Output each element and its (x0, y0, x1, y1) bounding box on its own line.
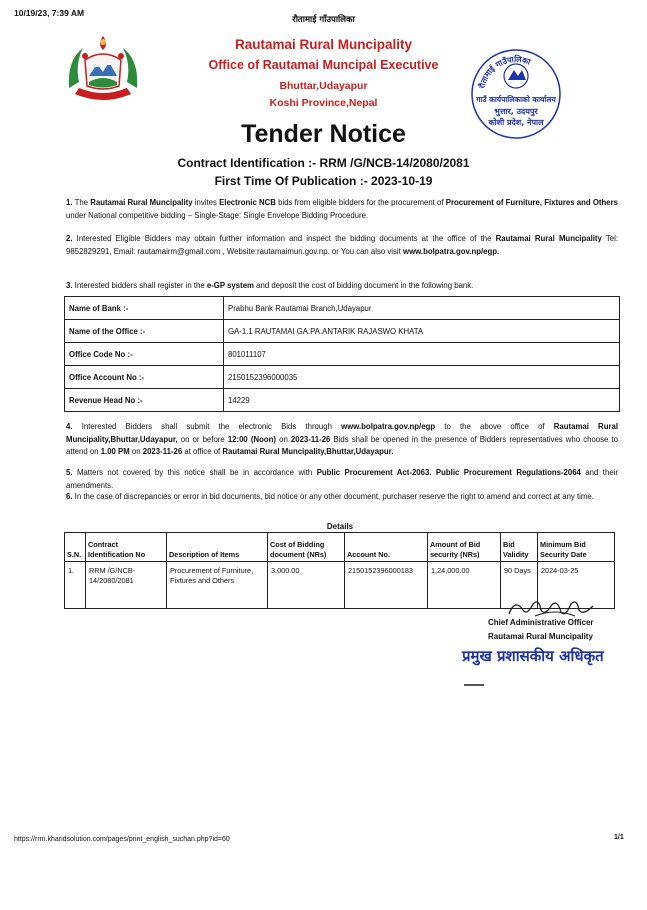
table-row (65, 297, 620, 320)
col-account: Account No. (345, 533, 428, 562)
bank-value: GA-1.1 RAUTAMAI GA.PA.ANTARIK RAJASWO KHATA (224, 320, 620, 343)
bank-label: Office Code No :- (65, 343, 224, 366)
print-page-title: रौतामाई गाँउपालिका (292, 15, 355, 25)
org-province: Koshi Province,Nepal (269, 97, 378, 109)
notice-paragraph-2: 2. Interested Eligible Bidders may obtain further information and inspect the bidding documents at the office of the Rautamai Rural Muncipality Tel: 9852829291, Email: rautamairm@gmail.com , Website:rautamaimun.gov.np. or You can also visit www.bolpatra.gov.np/egp. (66, 234, 618, 256)
signatory-title: Chief Administrative Officer (488, 618, 594, 627)
table-row (65, 320, 620, 343)
cell-account: 2150152396000183 (345, 562, 428, 609)
footer-page-number: 1/1 (614, 834, 624, 841)
notice-paragraph-5: 5. Matters not covered by this notice shall be in accordance with Public Procurement Act-2063. Public Procurement Regulations-2064 and their amendments. (66, 468, 618, 490)
bank-value: 14229 (224, 389, 620, 412)
notice-paragraph-6: 6. In the case of discrepancies or error in bid documents, bid notice or any other document, purchaser reserve the right to amend and correct at any time. (66, 492, 594, 501)
first-publication: First Time Of Publication :- 2023-10-19 (214, 174, 433, 188)
footer-url[interactable]: https://rrm.kharidsolution.com/pages/print_english_suchan.php?id=60 (14, 836, 230, 843)
org-name: Rautamai Rural Muncipality (234, 37, 413, 52)
officer-stamp: प्रमुख प्रशासकीय अधिकृत (462, 647, 604, 665)
notice-paragraph-4: 4. Interested Bidders shall submit the electronic Bids through www.bolpatra.gov.np/egp to the above office of Rautamai Rural Muncipality,Bhuttar,Udayapur, on or before 12:00 (Noon) on 2023-11-26 Bids shall be opened in the presence of Bidders representatives who choose to attend on 1.00 PM on 2023-11-26 at office of Rautamai Rural Muncipality,Bhuttar,Udayapur. (66, 422, 618, 456)
col-min-date: Minimum Bid Security Date (538, 533, 615, 562)
cell-description: Procurement of Furniture, Fixtures and Others (167, 562, 268, 609)
cell-contract: RRM /G/NCB-14/2080/2081 (86, 562, 167, 609)
cell-sn: 1. (65, 562, 86, 609)
contract-identification: Contract Identification :- RRM /G/NCB-14/2080/2081 (177, 156, 470, 170)
bolpatra-egp-link[interactable]: www.bolpatra.gov.np/egp (341, 422, 436, 431)
org-office: Office of Rautamai Muncipal Executive (208, 58, 439, 72)
cell-validity: 90 Days (501, 562, 538, 609)
bank-value: Prabhu Bank Rautamai Branch,Udayapur (224, 297, 620, 320)
notice-paragraph-1: 1. The Rautamai Rural Muncipality invites Electronic NCB bids from eligible bidders for the procurement of Procurement of Furniture, Fixtures and Others under National competitive bidding – Single-Stage: Single Envelope Bidding Procedure. (66, 198, 618, 220)
seal-arc-text: रौतामाई गाउँपालिका (477, 54, 532, 90)
col-amount: Amount of Bid security (NRs) (428, 533, 501, 562)
col-sn: S.N. (65, 533, 86, 562)
bank-details-table (64, 296, 620, 412)
bank-label: Office Account No :- (65, 366, 224, 389)
org-address: Bhuttar,Udayapur (279, 80, 368, 92)
col-cost: Cost of Bidding document (NRs) (268, 533, 345, 562)
table-row (65, 389, 620, 412)
col-description: Description of Items (167, 533, 268, 562)
cell-cost: 3,000.00 (268, 562, 345, 609)
table-row (65, 343, 620, 366)
bank-label: Revenue Head No :- (65, 389, 224, 412)
table-row (65, 366, 620, 389)
col-validity: Bid Validity (501, 533, 538, 562)
notice-paragraph-3: 3. Interested bidders shall register in the e-GP system and deposit the cost of bidding document in the following bank. (66, 281, 474, 290)
bank-label: Name of the Office :- (65, 320, 224, 343)
page-title: Tender Notice (241, 120, 406, 148)
bank-value: 801011107 (224, 343, 620, 366)
table-header-row (65, 533, 615, 562)
seal-inner-text: गाउँ कार्यपालिकाको कार्यालय (476, 95, 556, 104)
divider (464, 684, 484, 686)
col-contract: Contract Identification No (86, 533, 167, 562)
seal-line-b: कोशी प्रदेश, नेपाल (488, 118, 544, 127)
print-timestamp: 10/19/23, 7:39 AM (14, 8, 85, 18)
signatory-office: Rautamai Rural Muncipality (488, 632, 593, 641)
signature-icon (505, 596, 597, 620)
seal-line-a: भुत्तार, उदयपुर (494, 107, 538, 116)
bank-value: 2150152396000035 (224, 366, 620, 389)
cell-amount: 1,24,000.00 (428, 562, 501, 609)
bank-label: Name of Bank :- (65, 297, 224, 320)
cell-min-date: 2024-03-25 (538, 562, 615, 609)
details-title: Details (326, 522, 354, 531)
bolpatra-link[interactable]: www.bolpatra.gov.np/egp. (403, 246, 500, 256)
